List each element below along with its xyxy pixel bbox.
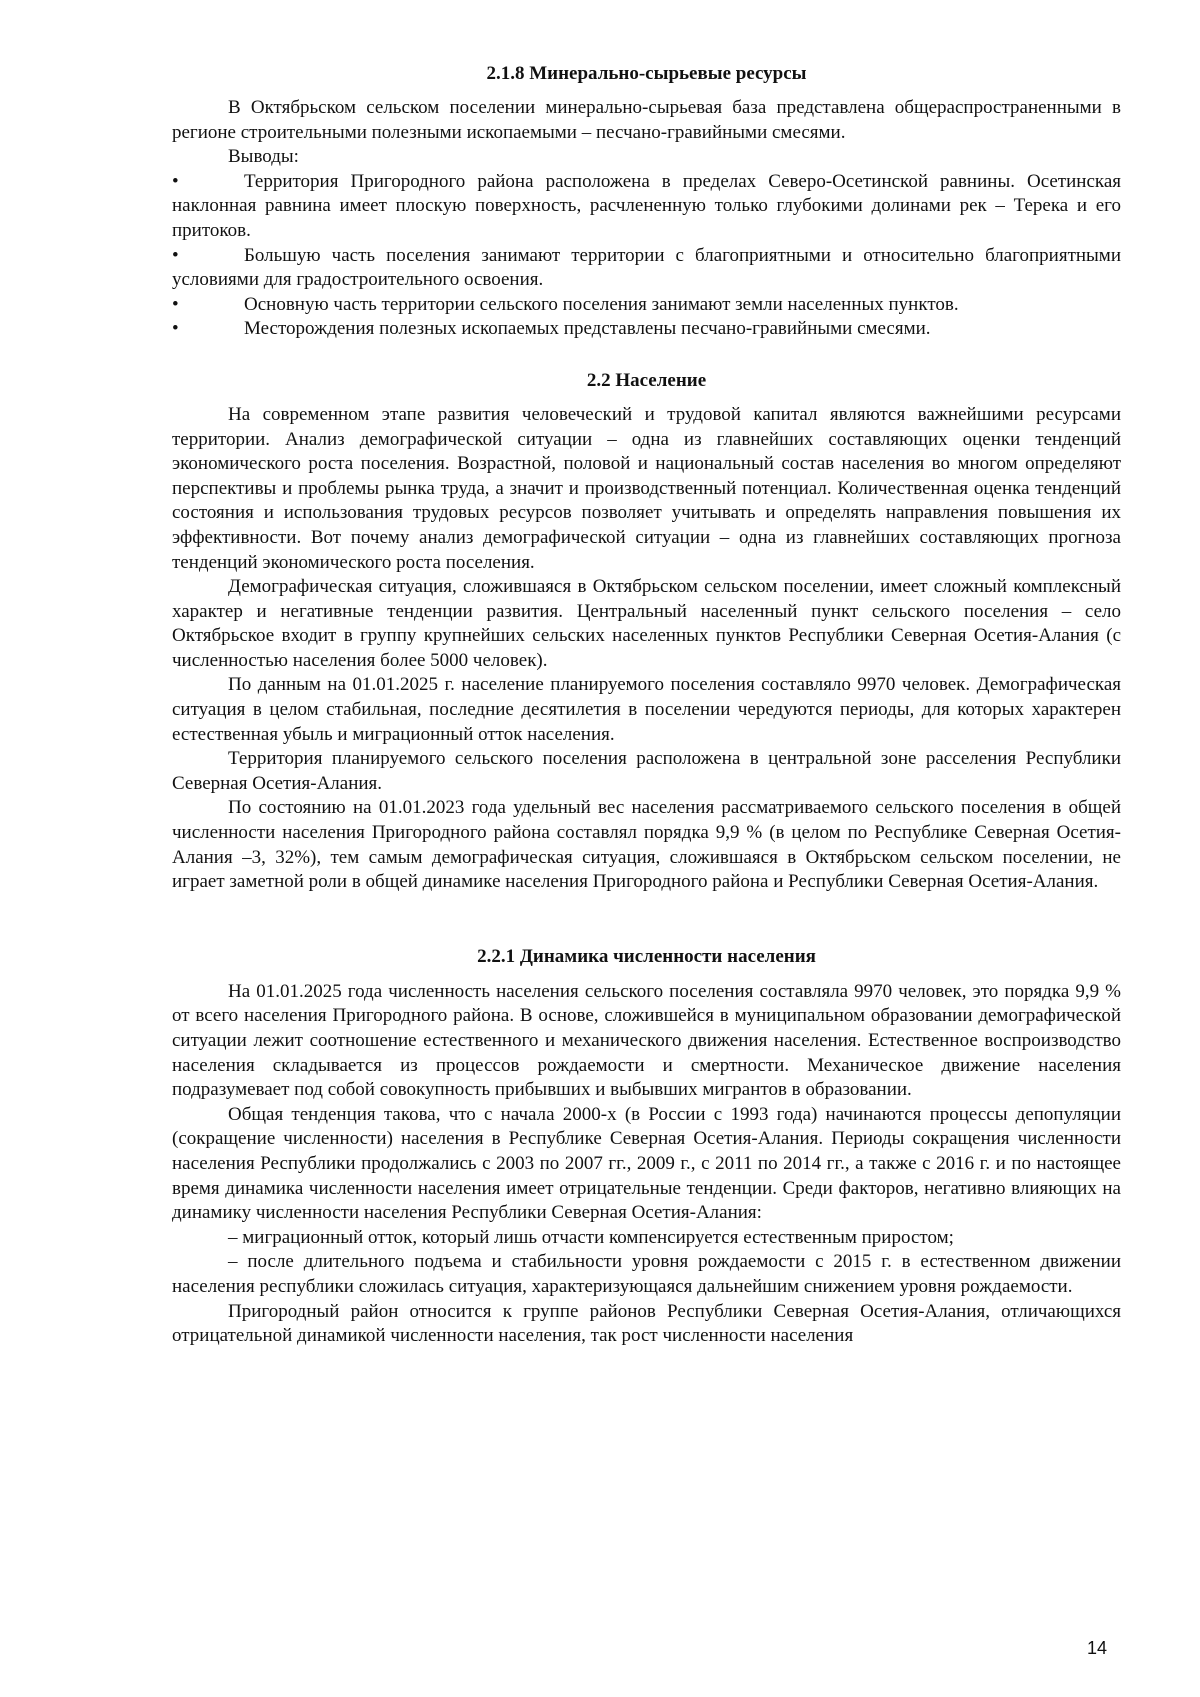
section-heading-2-2: 2.2 Население bbox=[586, 369, 707, 391]
paragraph: Территория планируемого сельского поселения расположена в центральной зоне расселения Республики Северная Осетия-Алания. bbox=[172, 748, 1121, 794]
list-item-dash: – после длительного подъема и стабильности уровня рождаемости с 2015 г. в естественном движении населения республики сложилась ситуация, характеризующаяся дальнейшим снижением уровня рождаемости. bbox=[172, 1251, 1121, 1297]
paragraph: Пригородный район относится к группе районов Республики Северная Осетия-Алания, отличающихся отрицательной динамикой численности населения, так рост численности населения bbox=[172, 1300, 1121, 1347]
bullet-item bbox=[172, 293, 1121, 318]
paragraph: Демографическая ситуация, сложившаяся в Октябрьском сельском поселении, имеет сложный комплексный характер и негативные тенденции развития. Центральный населенный пункт сельского поселения – село Октябрьское входит в группу крупнейших сельских населенных пунктов Республики Северная Осетия-Алания (с численностью населения более 5000 человек). bbox=[172, 576, 1121, 671]
bullet-text: Большую часть поселения занимают территории с благоприятными и относительно благоприятными условиями для градостроительного освоения. bbox=[172, 244, 1121, 291]
list-item-dash: – миграционный отток, который лишь отчасти компенсируется естественным приростом; bbox=[228, 1226, 954, 1248]
section-heading-2-2-1: 2.2.1 Динамика численности населения bbox=[477, 945, 816, 967]
page-number: 14 bbox=[1087, 1638, 1108, 1658]
section-heading-2-1-8: 2.1.8 Минерально-сырьевые ресурсы bbox=[486, 63, 807, 84]
bullet-item bbox=[172, 317, 1121, 342]
paragraph: По данным на 01.01.2025 г. население планируемого поселения составляло 9970 человек. Демографическая ситуация в целом стабильная, последние десятилетия в поселении чередуются периоды, для которых характерен естественная убыль и миграционный отток населения. bbox=[172, 674, 1121, 745]
bullet-icon: • bbox=[172, 293, 179, 315]
bullet-text: Месторождения полезных ископаемых представлены песчано-гравийными смесями. bbox=[244, 318, 931, 340]
bullet-icon: • bbox=[172, 244, 179, 266]
bullet-text: Территория Пригородного района расположена в пределах Северо-Осетинской равнины. Осетинская наклонная равнина имеет плоскую поверхность, расчлененную только глубокими долинами рек – Терека и его притоков. bbox=[172, 170, 1121, 241]
bullet-item bbox=[172, 170, 1121, 244]
paragraph: На современном этапе развития человеческий и трудовой капитал являются важнейшими ресурсами территории. Анализ демографической ситуации – одна из главнейших составляющих оценки тенденций экономического роста поселения. Возрастной, половой и национальный состав населения во многом определяют перспективы и проблемы рынка труда, а значит и производственный потенциал. Количественная оценка тенденций состояния и использования трудовых ресурсов позволяет учитывать и определять направления повышения их эффективности. Вот почему анализ демографической ситуации – одна из главнейших составляющих прогноза тенденций экономического роста поселения. bbox=[172, 403, 1121, 573]
paragraph-mineral-resources: В Октябрьском сельском поселении минерально-сырьевая база представлена общераспространенными в регионе строительными полезными ископаемыми – песчано-гравийными смесями. bbox=[172, 97, 1121, 143]
bullet-text: Основную часть территории сельского поселения занимают земли населенных пунктов. bbox=[244, 293, 959, 315]
paragraph: На 01.01.2025 года численность населения сельского поселения составляла 9970 человек, это порядка 9,9 % от всего населения Пригородного района. В основе, сложившейся в муниципальном образовании демографической ситуации лежит соотношение естественного и механического движения населения. Естественное воспроизводство населения складывается из процессов рождаемости и смертности. Механическое движение населения подразумевает под собой совокупность прибывших и выбывших мигрантов в образовании. bbox=[172, 980, 1121, 1101]
conclusions-label: Выводы: bbox=[228, 146, 299, 168]
bullet-icon: • bbox=[172, 170, 179, 192]
document-page bbox=[172, 62, 1121, 1349]
bullet-item bbox=[172, 244, 1121, 293]
bullet-icon: • bbox=[172, 318, 179, 340]
paragraph: По состоянию на 01.01.2023 года удельный вес населения рассматриваемого сельского поселения в общей численности населения Пригородного района составлял порядка 9,9 % (в целом по Республике Северная Осетия-Алания –3, 32%), тем самым демографическая ситуация, сложившаяся в Октябрьском сельском поселении, не играет заметной роли в общей динамике населения Пригородного района и Республики Северная Осетия-Алания. bbox=[172, 797, 1121, 893]
paragraph: Общая тенденция такова, что с начала 2000-х (в России с 1993 года) начинаются процессы депопуляции (сокращение численности) населения в Республике Северная Осетия-Алания. Периоды сокращения численности населения Республики продолжались с 2003 по 2007 гг., 2009 г., с 2011 по 2014 гг., а также с 2016 г. и по настоящее время динамика численности населения имеет отрицательные тенденции. Среди факторов, негативно влияющих на динамику численности населения Республики Северная Осетия-Алания: bbox=[172, 1103, 1121, 1224]
